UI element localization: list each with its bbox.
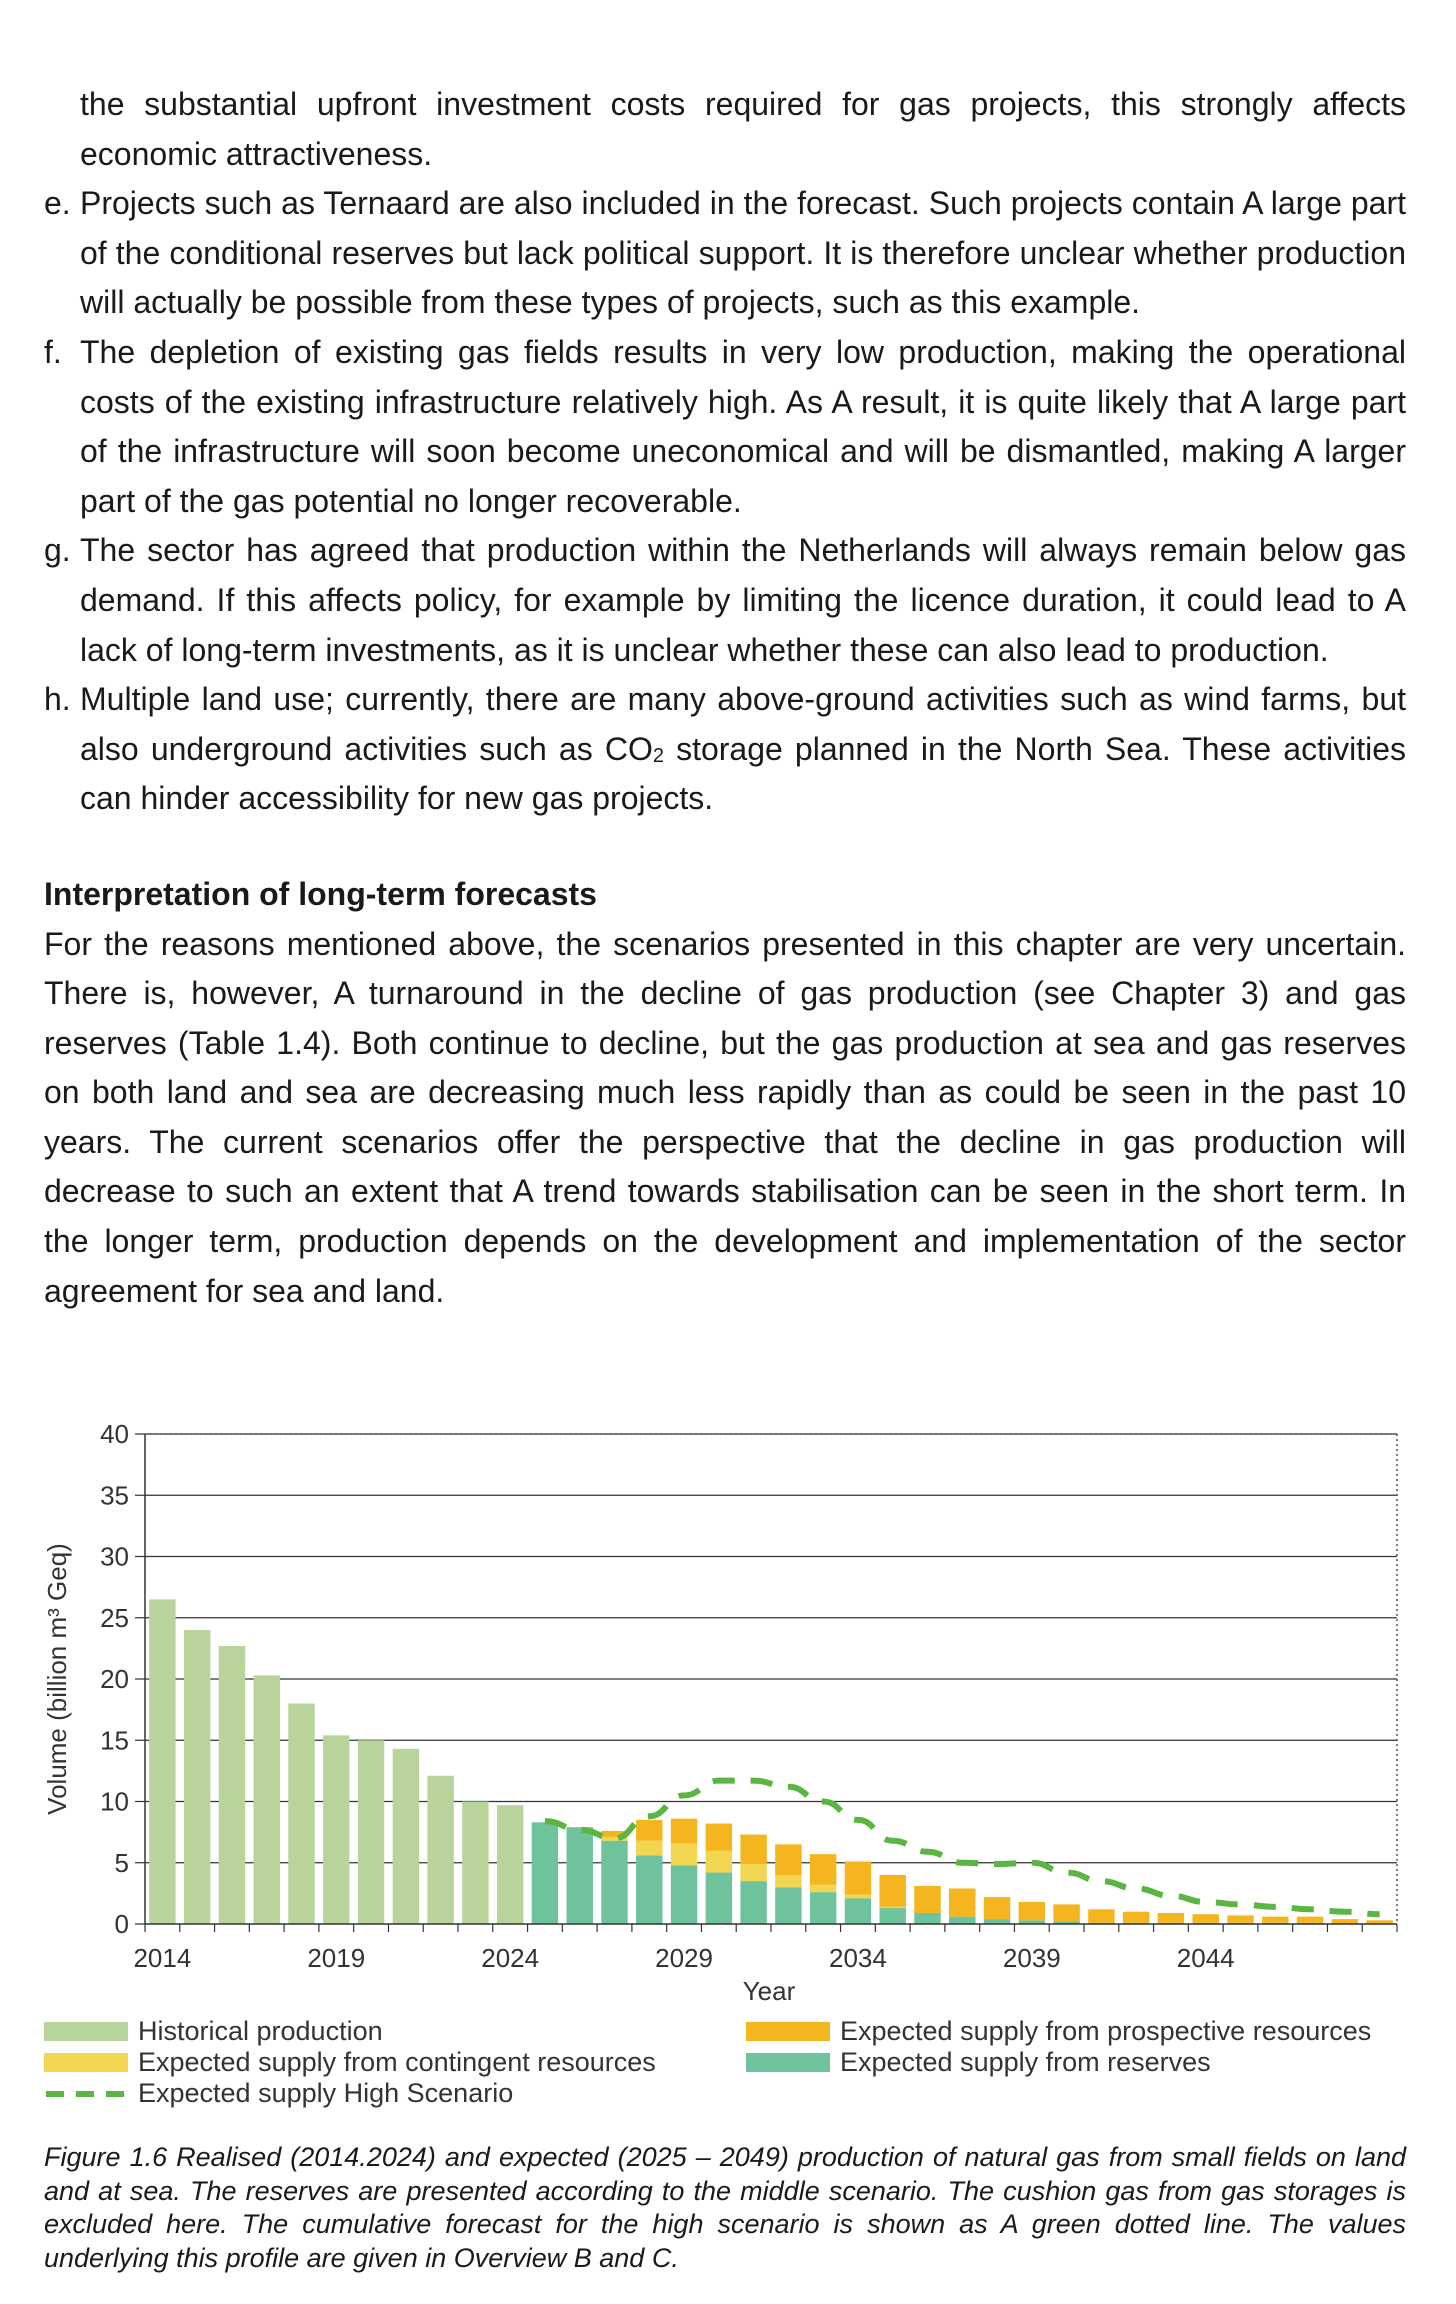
bar-segment bbox=[462, 1802, 488, 1925]
bar-segment bbox=[149, 1599, 175, 1924]
list-item-f bbox=[44, 328, 1406, 526]
bar-segment bbox=[740, 1864, 766, 1881]
y-tick-label: 40 bbox=[100, 1419, 129, 1449]
bar-segment bbox=[845, 1862, 871, 1895]
bar-segment bbox=[706, 1873, 732, 1924]
list-item-e bbox=[44, 179, 1406, 328]
list-marker: h. bbox=[44, 681, 71, 718]
y-tick-label: 35 bbox=[100, 1480, 129, 1511]
legend-entry-high-scenario bbox=[44, 2078, 513, 2109]
bar-segment bbox=[706, 1851, 732, 1873]
bar-segment bbox=[740, 1881, 766, 1924]
section-heading: Interpretation of long-term forecasts bbox=[44, 875, 597, 912]
figure-caption: Figure 1.6 Realised (2014.2024) and expected (2025 – 2049) production of natural gas from small fields on land and at sea. The reserves are presented according to the middle scenario. The cushion gas from gas storages is excluded here. The cumulative forecast for the high scenario is shown as A green dotted line. The values underlying this profile are given in Overview B and C. bbox=[44, 2142, 1406, 2273]
legend-swatch-prospective bbox=[746, 2022, 830, 2041]
bar-segment bbox=[1123, 1912, 1149, 1923]
bar-segment bbox=[184, 1630, 210, 1924]
bar-segment bbox=[1262, 1917, 1288, 1923]
list-text: The depletion of existing gas fields results in very low production, making the operational costs of the existing infrastructure relatively high. As A result, it is quite likely that A large part of the infrastructure will soon become uneconomical and will be dismantled, making A larger part of the gas potential no longer recoverable. bbox=[80, 333, 1406, 519]
bar-segment bbox=[880, 1908, 906, 1924]
legend-label: Historical production bbox=[138, 2016, 383, 2046]
x-tick-label: 2039 bbox=[1002, 1943, 1061, 1973]
bar-segment bbox=[740, 1835, 766, 1864]
y-tick-label: 15 bbox=[100, 1725, 129, 1756]
bar-segment bbox=[393, 1749, 419, 1924]
bar-segment bbox=[949, 1888, 975, 1916]
bar-segment bbox=[1297, 1917, 1323, 1923]
section-paragraph: For the reasons mentioned above, the scenarios presented in this chapter are very uncertain. There is, however, A turnaround in the decline of gas production (see Chapter 3) and gas reserves (Table 1.4). Both continue to decline, but the gas production at sea and gas reserves on both land and sea are decreasing much less rapidly than as could be seen in the past 10 years. The current scenarios offer the perspective that the decline in gas production will decrease to such an extent that A trend towards stabilisation can be seen in the short term. In the longer term, production depends on the development and implementation of the sector agreement for sea and land. bbox=[44, 925, 1406, 1309]
bar-segment bbox=[636, 1841, 662, 1856]
x-tick-label: 2014 bbox=[133, 1943, 192, 1973]
subscript: 2 bbox=[652, 744, 664, 767]
bar-segment bbox=[775, 1875, 801, 1887]
bar-segment bbox=[880, 1875, 906, 1907]
chart-svg bbox=[0, 1410, 1456, 2010]
list-text: The sector has agreed that production within the Netherlands will always remain below gas demand. If this affects policy, for example by limiting the licence duration, it could lead to A lack of long-term investments, as it is unclear whether these can also lead to production. bbox=[80, 532, 1406, 668]
list-marker: f. bbox=[44, 333, 62, 370]
bar-segment bbox=[254, 1675, 280, 1924]
bar-segment bbox=[427, 1776, 453, 1924]
bar-segment bbox=[880, 1907, 906, 1908]
bar-segment bbox=[845, 1898, 871, 1924]
bar-segment bbox=[671, 1865, 697, 1924]
list-item-g bbox=[44, 526, 1406, 675]
list-marker: e. bbox=[44, 185, 71, 222]
legend-swatch-historical bbox=[44, 2022, 128, 2041]
y-axis-title: Volume (billion m³ Geq) bbox=[42, 1543, 72, 1815]
bar-segment bbox=[1053, 1904, 1079, 1921]
bar-segment bbox=[601, 1841, 627, 1924]
bar-segment bbox=[775, 1887, 801, 1924]
legend-swatch-reserves bbox=[746, 2053, 830, 2072]
legend-entry-reserves bbox=[746, 2047, 1406, 2078]
x-tick-label: 2024 bbox=[481, 1943, 540, 1973]
bar-segment bbox=[532, 1822, 558, 1924]
x-tick-label: 2034 bbox=[829, 1943, 887, 1973]
bar-segment bbox=[1088, 1909, 1114, 1922]
bar-segment bbox=[810, 1854, 836, 1885]
list-item-h bbox=[44, 675, 1406, 824]
legend-row bbox=[44, 2078, 1406, 2109]
legend-entry-historical bbox=[44, 2016, 383, 2047]
bar-segment bbox=[949, 1917, 975, 1924]
list-text-part: Multiple land use; currently, there are many above-ground activities such as wind farms, but also underground activities such as CO bbox=[80, 681, 1406, 767]
x-tick-label: 2044 bbox=[1176, 1943, 1235, 1973]
legend-swatch-contingent bbox=[44, 2053, 128, 2072]
x-axis-title: Year bbox=[742, 1976, 796, 2006]
y-tick-label: 10 bbox=[100, 1786, 129, 1817]
list-text: Projects such as Ternaard are also included in the forecast. Such projects contain A large part of the conditional reserves but lack political support. It is therefore unclear whether production will actually be possible from these types of projects, such as this example. bbox=[80, 185, 1406, 321]
bar-segment bbox=[1227, 1915, 1253, 1922]
list-item-d-continuation: the substantial upfront investment costs required for gas projects, this strongly affects economic attractiveness. bbox=[80, 86, 1406, 172]
y-tick-label: 30 bbox=[100, 1541, 129, 1572]
y-tick-label: 0 bbox=[114, 1909, 129, 1939]
legend-label: Expected supply from contingent resources bbox=[138, 2047, 656, 2077]
bar-segment bbox=[1158, 1913, 1184, 1923]
bar-segment bbox=[810, 1885, 836, 1892]
production-chart bbox=[0, 1410, 1456, 2110]
list-text-part: storage planned in the North Sea. These activities can hinder accessibility for new gas projects. bbox=[80, 730, 1407, 817]
legend-row bbox=[44, 2016, 1406, 2047]
x-tick-label: 2029 bbox=[655, 1943, 713, 1973]
legend-entry-prospective bbox=[746, 2016, 1406, 2047]
bar-segment bbox=[671, 1819, 697, 1844]
bar-segment bbox=[288, 1704, 314, 1925]
y-tick-label: 5 bbox=[114, 1847, 129, 1878]
bar-segment bbox=[914, 1913, 940, 1924]
y-tick-label: 20 bbox=[100, 1664, 129, 1694]
bar-segment bbox=[497, 1805, 523, 1924]
legend-label: Expected supply High Scenario bbox=[138, 2078, 514, 2108]
legend-label: Expected supply from prospective resources bbox=[840, 2016, 1372, 2046]
bar-segment bbox=[706, 1824, 732, 1851]
legend-entry-contingent bbox=[44, 2047, 656, 2078]
legend-row bbox=[44, 2047, 1406, 2078]
bar-segment bbox=[358, 1740, 384, 1924]
bar-segment bbox=[219, 1646, 245, 1924]
y-tick-label: 25 bbox=[100, 1602, 129, 1633]
bar-segment bbox=[1193, 1914, 1219, 1923]
bar-segment bbox=[323, 1735, 349, 1924]
bar-segment bbox=[567, 1827, 593, 1924]
bar-segment bbox=[636, 1855, 662, 1924]
body-text bbox=[44, 80, 1406, 1316]
bar-segment bbox=[636, 1820, 662, 1841]
x-tick-label: 2019 bbox=[307, 1943, 366, 1973]
bar-segment bbox=[1019, 1902, 1045, 1920]
list-text bbox=[80, 675, 1406, 824]
bar-segment bbox=[810, 1892, 836, 1924]
legend-label: Expected supply from reserves bbox=[840, 2047, 1211, 2077]
bar-segment bbox=[984, 1897, 1010, 1919]
bar-segment bbox=[845, 1895, 871, 1899]
chart-legend bbox=[44, 2016, 1406, 2109]
list-marker: g. bbox=[44, 532, 71, 569]
bar-segment bbox=[914, 1886, 940, 1913]
bar-segment bbox=[775, 1844, 801, 1875]
bar-segment bbox=[671, 1843, 697, 1865]
legend-dash-high-scenario bbox=[44, 2084, 128, 2103]
